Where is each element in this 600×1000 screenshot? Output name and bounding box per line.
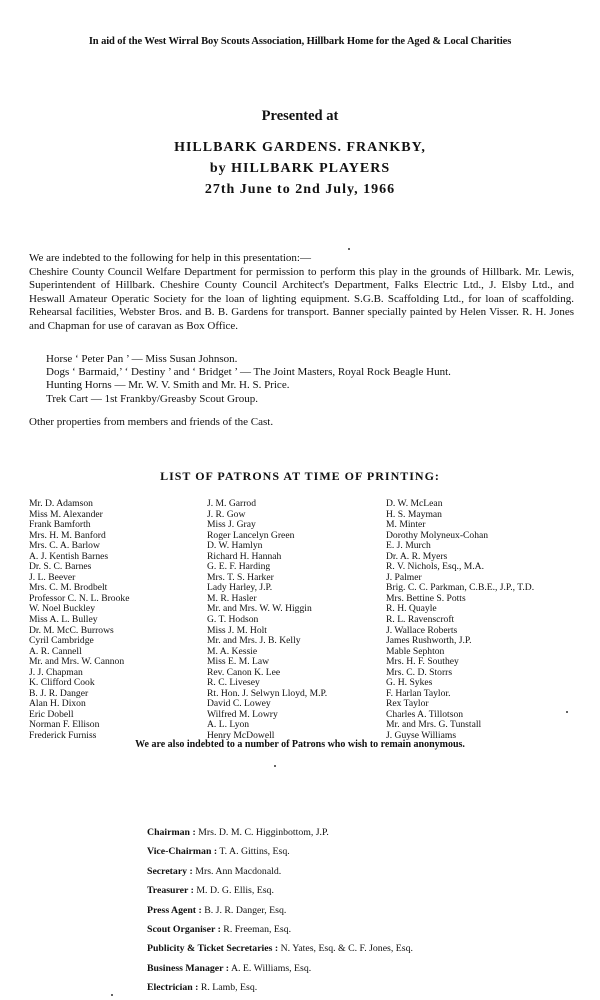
patron-name: J. Guyse Williams xyxy=(386,730,457,742)
patron-name: Wilfred M. Lowry xyxy=(207,708,278,720)
patron-name: K. Clifford Cook xyxy=(29,677,95,689)
patron-name: A. L. Lyon xyxy=(207,719,250,731)
acknowledgements-intro: We are indebted to the following for help in this presentation:— xyxy=(29,252,311,264)
patron-name: J. J. Chapman xyxy=(29,666,83,678)
patron-name: Rt. Hon. J. Selwyn Lloyd, M.P. xyxy=(207,687,328,699)
patron-name: Brig. C. C. Parkman, C.B.E., J.P., T.D. xyxy=(386,582,535,594)
patron-name: Frederick Furniss xyxy=(29,730,97,742)
patron-name: M. R. Hasler xyxy=(207,592,257,604)
print-speck xyxy=(111,994,113,996)
patron-name: Miss M. Alexander xyxy=(29,508,103,520)
official-row xyxy=(147,939,577,958)
patron-name: R. H. Quayle xyxy=(386,603,437,615)
patron-name: Mr. D. Adamson xyxy=(29,498,93,509)
official-role: Scout Organiser : xyxy=(147,924,221,936)
patron-name: G. H. Sykes xyxy=(386,677,433,689)
patron-name: Mrs. T. S. Harker xyxy=(207,571,274,583)
patron-name: Mable Sephton xyxy=(386,645,445,657)
official-role: Press Agent : xyxy=(147,904,202,916)
venue-name: HILLBARK GARDENS. FRANKBY, xyxy=(174,140,426,155)
presented-at-heading: Presented at xyxy=(261,108,339,124)
official-name: Mrs. D. M. C. Higginbottom, J.P. xyxy=(198,827,329,838)
patron-name: Mr. and Mrs. W. W. Higgin xyxy=(207,603,312,615)
credit-line: Hunting Horns — Mr. W. V. Smith and Mr. H. S. Price. xyxy=(46,379,290,392)
patron-name: M. Minter xyxy=(386,519,426,531)
patron-name: Mrs. Bettine S. Potts xyxy=(386,592,466,604)
patron-name: E. J. Murch xyxy=(386,540,431,552)
patron-name: R. L. Ravenscroft xyxy=(386,614,455,626)
patron-name: Dr. S. C. Barnes xyxy=(29,561,92,573)
patron-name: Miss J. Gray xyxy=(207,519,256,531)
patron-name: G. T. Hodson xyxy=(207,614,259,626)
patron-name: A. R. Cannell xyxy=(29,645,82,657)
patron-name: Mrs. H. M. Banford xyxy=(29,529,106,541)
patron-name: W. Noel Buckley xyxy=(29,603,95,615)
patron-name: Henry McDowell xyxy=(207,730,275,742)
official-name: R. Lamb, Esq. xyxy=(200,982,258,994)
acknowledgements-body: Cheshire County Council Welfare Department for permission to perform this play in the grounds of Hillbark. Mr. Lewis, Superintendent of Hillbark. Cheshire County Council Architect's Department, Falks Electric Ltd., J. Elsby Ltd., and Heswall Amateur Operatic Society for the loan of lighting equipment. S.G.B. Scaffolding Ltd., for loan of scaffolding. Rehearsal facilities, Webster Bros. and B. B. Gardens for transport. Banner specially painted by Helen Visser. R. H. Jones and Chapman for use of caravan as Box Office. xyxy=(29,265,574,332)
patron-name: D. W. McLean xyxy=(386,498,443,509)
patron-name: Richard H. Hannah xyxy=(207,550,282,562)
patron-name: H. S. Mayman xyxy=(386,508,442,520)
patron-name: D. W. Hamlyn xyxy=(207,540,263,552)
credit-line: Horse ‘ Peter Pan ’ — Miss Susan Johnson. xyxy=(46,353,238,365)
patron-name: Professor C. N. L. Brooke xyxy=(29,592,130,604)
patron-name: Cyril Cambridge xyxy=(29,635,94,647)
patron-name: Miss E. M. Law xyxy=(207,656,270,668)
patron-name: Roger Lancelyn Green xyxy=(207,529,295,541)
anonymous-patrons-note: We are also indebted to a number of Patrons who wish to remain anonymous. xyxy=(135,739,465,750)
patron-name: Miss J. M. Holt xyxy=(207,624,267,636)
patron-name: Charles A. Tillotson xyxy=(386,708,464,720)
patron-name: G. E. F. Harding xyxy=(207,561,271,573)
patron-name: B. J. R. Danger xyxy=(29,687,89,699)
patron-name: Mr. and Mrs. G. Tunstall xyxy=(386,719,482,731)
official-row xyxy=(147,920,577,939)
patron-name: Eric Dobell xyxy=(29,708,74,720)
patron-name: Mr. and Mrs. W. Cannon xyxy=(29,656,125,668)
acknowledgements xyxy=(29,252,574,334)
credit-line: Trek Cart — 1st Frankby/Greasby Scout Group. xyxy=(46,392,258,405)
officials-list xyxy=(147,823,577,998)
official-name: N. Yates, Esq. & C. F. Jones, Esq. xyxy=(280,943,413,955)
official-name: M. D. G. Ellis, Esq. xyxy=(196,885,274,897)
official-role: Secretary : xyxy=(147,865,193,877)
performance-dates: 27th June to 2nd July, 1966 xyxy=(204,182,396,197)
patron-name: Frank Bamforth xyxy=(29,519,91,531)
official-row xyxy=(147,959,577,978)
patron-name: Rex Taylor xyxy=(386,698,429,710)
other-properties-note: Other properties from members and friends of the Cast. xyxy=(29,416,274,428)
official-role: Business Manager : xyxy=(147,962,230,974)
official-row xyxy=(147,823,577,842)
patrons-column-3 xyxy=(386,499,534,742)
patron-name: Norman F. Ellison xyxy=(29,719,100,731)
charity-aid-line: In aid of the West Wirral Boy Scouts Association, Hillbark Home for the Aged & Local Charities xyxy=(88,36,512,47)
official-name: T. A. Gittins, Esq. xyxy=(219,846,290,858)
patron-name: Mrs. H. F. Southey xyxy=(386,656,459,668)
patron-name: Dorothy Molyneux-Cohan xyxy=(386,529,489,541)
patron-name: Alan H. Dixon xyxy=(29,698,86,710)
official-row xyxy=(147,842,577,861)
patron-name: F. Harlan Taylor. xyxy=(386,687,451,699)
patron-name: David C. Lowey xyxy=(207,698,271,710)
official-role: Publicity & Ticket Secretaries : xyxy=(147,943,279,955)
patron-name: Miss A. L. Bulley xyxy=(29,614,98,626)
patron-name: Mrs. C. M. Brodbelt xyxy=(29,582,108,594)
patron-name: A. J. Kentish Barnes xyxy=(29,550,109,562)
patron-name: R. V. Nichols, Esq., M.A. xyxy=(386,561,484,573)
patron-name: J. Palmer xyxy=(386,571,422,583)
patron-name: R. C. Livesey xyxy=(207,677,260,689)
patron-name: Rev. Canon K. Lee xyxy=(207,666,281,678)
patron-name: Lady Harley, J.P. xyxy=(207,582,273,594)
patron-name: James Rushworth, J.P. xyxy=(386,635,472,647)
official-row xyxy=(147,862,577,881)
patron-name: Dr. A. R. Myers xyxy=(386,550,448,562)
patron-name: Mrs. C. A. Barlow xyxy=(29,540,100,552)
official-role: Treasurer : xyxy=(147,885,194,897)
official-name: B. J. R. Danger, Esq. xyxy=(204,904,287,916)
credit-line: Dogs ‘ Barmaid,’ ‘ Destiny ’ and ‘ Bridget ’ — The Joint Masters, Royal Rock Beagle Hunt. xyxy=(46,366,451,379)
patron-name: J. M. Garrod xyxy=(207,498,257,509)
animal-and-props-credits xyxy=(29,353,574,406)
patron-name: Dr. M. McC. Burrows xyxy=(29,624,114,636)
official-name: Mrs. Ann Macdonald. xyxy=(195,865,282,877)
patron-name: J. R. Gow xyxy=(207,508,246,520)
players-name: by HILLBARK PLAYERS xyxy=(209,161,391,176)
official-role: Vice-Chairman : xyxy=(147,846,218,858)
official-row xyxy=(147,901,577,920)
official-row xyxy=(147,978,577,997)
patron-name: J. Wallace Roberts xyxy=(386,624,458,636)
patron-name: Mrs. C. D. Storrs xyxy=(386,666,453,678)
official-name: R. Freeman, Esq. xyxy=(223,924,292,936)
official-row xyxy=(147,881,577,900)
print-speck xyxy=(566,711,568,713)
patron-name: Mr. and Mrs. J. B. Kelly xyxy=(207,635,301,647)
patron-name: M. A. Kessie xyxy=(207,645,258,657)
patrons-heading: LIST OF PATRONS AT TIME OF PRINTING: xyxy=(160,469,440,483)
patrons-column-2 xyxy=(207,499,327,742)
print-speck xyxy=(348,248,350,250)
official-role: Electrician : xyxy=(147,982,199,994)
patrons-column-1 xyxy=(29,499,129,742)
official-name: A. E. Williams, Esq. xyxy=(230,962,312,974)
patron-name: J. L. Beever xyxy=(29,571,76,583)
venue-block xyxy=(0,137,600,200)
official-role: Chairman : xyxy=(147,827,196,838)
print-speck xyxy=(274,765,276,767)
